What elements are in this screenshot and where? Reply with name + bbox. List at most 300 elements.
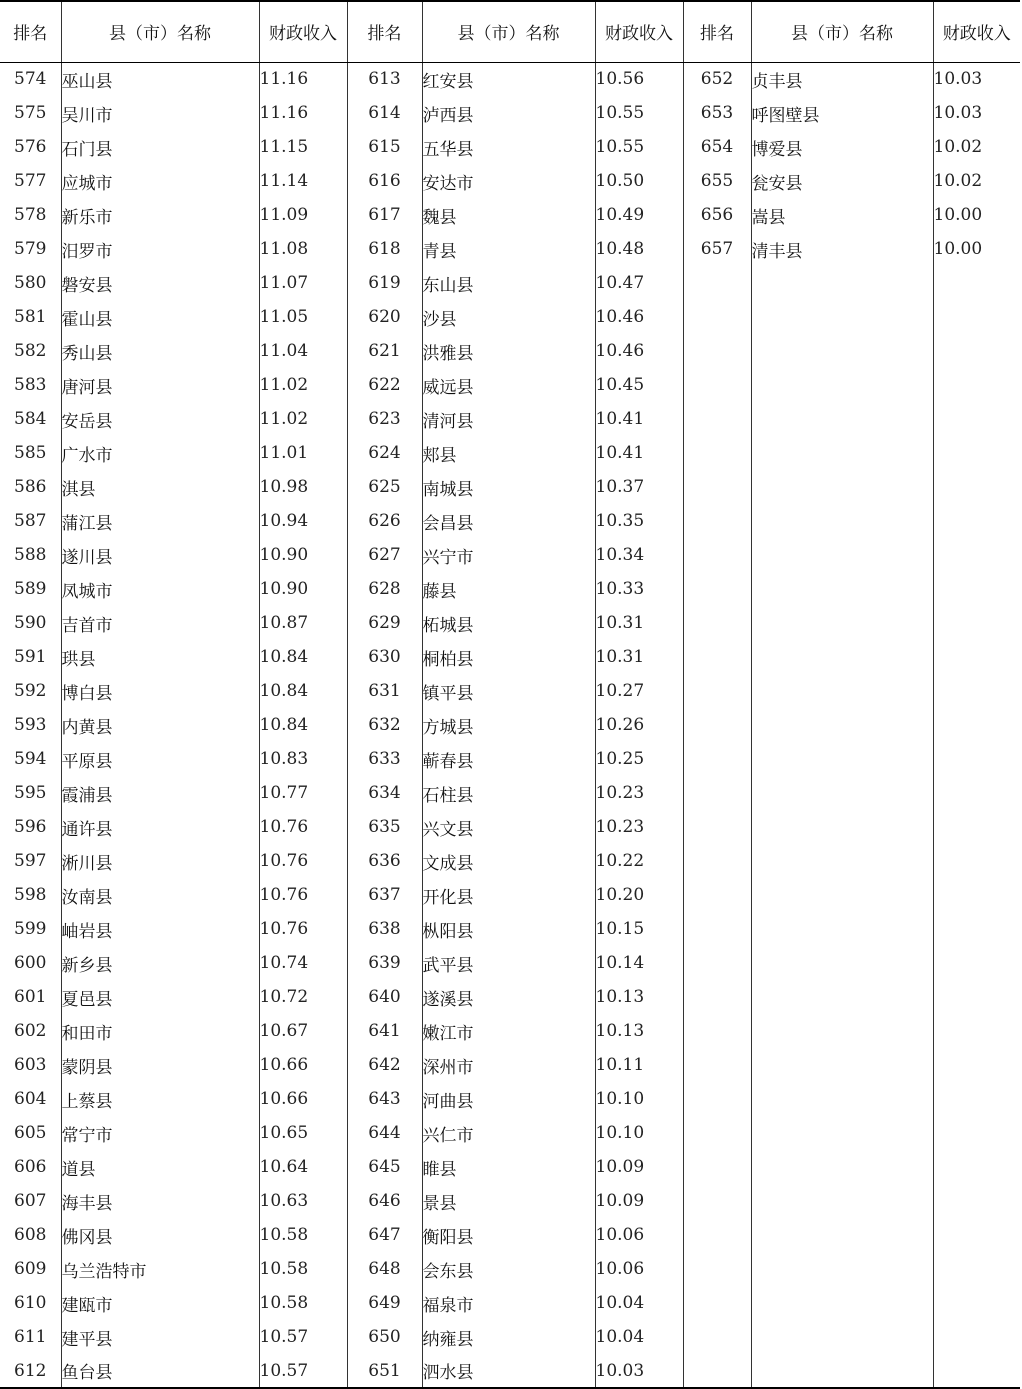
revenue-cell: 10.55 xyxy=(595,96,683,130)
revenue-cell: 10.90 xyxy=(259,572,347,606)
rank-cell: 630 xyxy=(347,640,422,674)
rank-cell: 652 xyxy=(683,62,751,96)
county-name-cell xyxy=(751,606,933,640)
county-name-cell: 安达市 xyxy=(422,164,595,198)
revenue-cell: 10.09 xyxy=(595,1184,683,1218)
county-name-cell xyxy=(751,674,933,708)
table-row xyxy=(0,1048,1020,1082)
county-name-cell: 蒙阴县 xyxy=(61,1048,259,1082)
revenue-cell xyxy=(933,844,1020,878)
rank-cell: 615 xyxy=(347,130,422,164)
revenue-cell xyxy=(933,334,1020,368)
county-name-cell: 呼图壁县 xyxy=(751,96,933,130)
rank-cell: 628 xyxy=(347,572,422,606)
revenue-cell xyxy=(933,810,1020,844)
revenue-cell: 10.45 xyxy=(595,368,683,402)
county-name-cell xyxy=(751,1014,933,1048)
header-name-2: 县（市）名称 xyxy=(422,1,595,62)
county-name-cell: 博爱县 xyxy=(751,130,933,164)
rank-cell: 579 xyxy=(14,239,47,259)
revenue-cell: 10.56 xyxy=(595,62,683,96)
rank-cell: 601 xyxy=(14,987,47,1007)
revenue-cell: 10.76 xyxy=(259,844,347,878)
rank-cell: 576 xyxy=(14,137,47,157)
table-row xyxy=(0,878,1020,912)
county-name-cell: 泸西县 xyxy=(422,96,595,130)
rank-cell: 603 xyxy=(14,1055,47,1075)
revenue-cell xyxy=(933,776,1020,810)
revenue-cell xyxy=(933,402,1020,436)
revenue-cell xyxy=(933,504,1020,538)
county-name-cell: 清丰县 xyxy=(751,232,933,266)
table-row xyxy=(0,232,1020,266)
rank-cell: 650 xyxy=(347,1320,422,1354)
county-name-cell: 遂溪县 xyxy=(422,980,595,1014)
revenue-cell xyxy=(933,368,1020,402)
county-name-cell: 河曲县 xyxy=(422,1082,595,1116)
rank-cell xyxy=(683,334,751,368)
rank-cell: 590 xyxy=(14,613,47,633)
county-name-cell: 夏邑县 xyxy=(61,980,259,1014)
county-name-cell xyxy=(751,300,933,334)
rank-cell: 599 xyxy=(14,919,47,939)
rank-cell: 644 xyxy=(347,1116,422,1150)
revenue-cell: 10.76 xyxy=(259,878,347,912)
county-name-cell: 汨罗市 xyxy=(61,232,259,266)
rank-cell: 623 xyxy=(347,402,422,436)
rank-cell: 651 xyxy=(347,1354,422,1388)
county-name-cell xyxy=(751,878,933,912)
county-name-cell: 郏县 xyxy=(422,436,595,470)
county-name-cell: 安岳县 xyxy=(61,402,259,436)
county-name-cell xyxy=(751,1252,933,1286)
rank-cell: 613 xyxy=(347,62,422,96)
revenue-cell: 10.06 xyxy=(595,1252,683,1286)
rank-cell: 619 xyxy=(347,266,422,300)
table-row xyxy=(0,436,1020,470)
table-row xyxy=(0,946,1020,980)
revenue-cell xyxy=(933,1354,1020,1388)
header-rank-3: 排名 xyxy=(683,1,751,62)
revenue-cell: 10.63 xyxy=(259,1184,347,1218)
header-revenue-3: 财政收入 xyxy=(933,1,1020,62)
revenue-cell xyxy=(933,538,1020,572)
rank-cell xyxy=(683,980,751,1014)
rank-cell xyxy=(683,810,751,844)
county-name-cell: 嵩县 xyxy=(751,198,933,232)
rank-cell: 612 xyxy=(0,1354,61,1388)
county-name-cell xyxy=(751,368,933,402)
revenue-cell: 10.27 xyxy=(595,674,683,708)
county-name-cell: 新乡县 xyxy=(61,946,259,980)
county-name-cell: 藤县 xyxy=(422,572,595,606)
revenue-cell: 10.76 xyxy=(259,912,347,946)
rank-cell: 626 xyxy=(347,504,422,538)
revenue-cell xyxy=(933,708,1020,742)
county-name-cell: 建平县 xyxy=(61,1320,259,1354)
county-name-cell: 蒲江县 xyxy=(61,504,259,538)
revenue-cell: 10.00 xyxy=(933,232,1020,266)
rank-cell: 582 xyxy=(14,341,47,361)
rank-cell: 614 xyxy=(347,96,422,130)
county-name-cell: 贞丰县 xyxy=(751,62,933,96)
county-name-cell: 淇县 xyxy=(61,470,259,504)
county-name-cell: 嫩江市 xyxy=(422,1014,595,1048)
county-name-cell: 佛冈县 xyxy=(61,1218,259,1252)
rank-cell: 632 xyxy=(347,708,422,742)
county-name-cell: 海丰县 xyxy=(61,1184,259,1218)
table-row xyxy=(0,742,1020,776)
revenue-cell: 11.07 xyxy=(259,266,347,300)
rank-cell xyxy=(683,1218,751,1252)
revenue-cell: 10.09 xyxy=(595,1150,683,1184)
county-name-cell xyxy=(751,742,933,776)
county-name-cell: 魏县 xyxy=(422,198,595,232)
rank-cell: 609 xyxy=(14,1259,47,1279)
county-name-cell xyxy=(751,810,933,844)
revenue-cell: 10.98 xyxy=(259,470,347,504)
revenue-cell: 10.31 xyxy=(595,606,683,640)
rank-cell: 648 xyxy=(347,1252,422,1286)
rank-cell: 624 xyxy=(347,436,422,470)
county-name-cell: 兴文县 xyxy=(422,810,595,844)
rank-cell: 618 xyxy=(347,232,422,266)
revenue-cell xyxy=(933,606,1020,640)
county-name-cell: 唐河县 xyxy=(61,368,259,402)
rank-cell xyxy=(683,1150,751,1184)
revenue-cell: 10.10 xyxy=(595,1116,683,1150)
county-name-cell: 深州市 xyxy=(422,1048,595,1082)
table-row xyxy=(0,708,1020,742)
rank-cell: 610 xyxy=(14,1293,47,1313)
rank-cell xyxy=(683,1116,751,1150)
revenue-cell: 10.03 xyxy=(933,62,1020,96)
rank-cell: 643 xyxy=(347,1082,422,1116)
revenue-cell: 11.02 xyxy=(259,368,347,402)
rank-cell: 584 xyxy=(14,409,47,429)
county-name-cell: 常宁市 xyxy=(61,1116,259,1150)
county-name-cell: 霞浦县 xyxy=(61,776,259,810)
county-name-cell xyxy=(751,708,933,742)
rank-cell: 605 xyxy=(14,1123,47,1143)
county-name-cell: 霍山县 xyxy=(61,300,259,334)
revenue-cell: 10.31 xyxy=(595,640,683,674)
revenue-cell xyxy=(933,742,1020,776)
header-row xyxy=(0,1,1020,62)
revenue-cell: 10.49 xyxy=(595,198,683,232)
rank-cell: 635 xyxy=(347,810,422,844)
revenue-cell: 11.01 xyxy=(259,436,347,470)
revenue-cell: 10.48 xyxy=(595,232,683,266)
rank-cell: 646 xyxy=(347,1184,422,1218)
table-row xyxy=(0,1320,1020,1354)
county-name-cell: 磐安县 xyxy=(61,266,259,300)
table-row xyxy=(0,1354,1020,1388)
rank-cell: 617 xyxy=(347,198,422,232)
revenue-cell: 10.55 xyxy=(595,130,683,164)
revenue-cell xyxy=(933,674,1020,708)
county-name-cell: 平原县 xyxy=(61,742,259,776)
table-row xyxy=(0,130,1020,164)
revenue-cell: 10.06 xyxy=(595,1218,683,1252)
county-name-cell: 建瓯市 xyxy=(61,1286,259,1320)
county-name-cell: 柘城县 xyxy=(422,606,595,640)
county-name-cell xyxy=(751,1218,933,1252)
county-name-cell: 福泉市 xyxy=(422,1286,595,1320)
county-name-cell xyxy=(751,1048,933,1082)
rank-cell xyxy=(683,1014,751,1048)
revenue-cell: 10.04 xyxy=(595,1286,683,1320)
county-name-cell: 石门县 xyxy=(61,130,259,164)
revenue-cell: 10.46 xyxy=(595,334,683,368)
revenue-cell: 10.13 xyxy=(595,1014,683,1048)
revenue-cell xyxy=(933,1252,1020,1286)
rank-cell: 574 xyxy=(14,69,47,90)
table-row xyxy=(0,912,1020,946)
revenue-cell: 10.10 xyxy=(595,1082,683,1116)
revenue-cell xyxy=(933,1320,1020,1354)
rank-cell: 607 xyxy=(14,1191,47,1211)
table-body xyxy=(0,62,1020,1388)
county-name-cell: 新乐市 xyxy=(61,198,259,232)
county-name-cell xyxy=(751,946,933,980)
table-row xyxy=(0,96,1020,130)
rank-cell xyxy=(683,1354,751,1388)
rank-cell: 588 xyxy=(14,545,47,565)
county-name-cell: 泗水县 xyxy=(422,1354,595,1388)
revenue-cell xyxy=(933,878,1020,912)
revenue-cell: 10.72 xyxy=(259,980,347,1014)
rank-cell: 629 xyxy=(347,606,422,640)
rank-cell xyxy=(683,878,751,912)
revenue-cell: 10.64 xyxy=(259,1150,347,1184)
header-name-3: 县（市）名称 xyxy=(751,1,933,62)
rank-cell: 631 xyxy=(347,674,422,708)
revenue-cell xyxy=(933,1218,1020,1252)
rank-cell: 606 xyxy=(14,1157,47,1177)
rank-cell xyxy=(683,1184,751,1218)
table-row xyxy=(0,1116,1020,1150)
county-name-cell: 枞阳县 xyxy=(422,912,595,946)
revenue-cell xyxy=(933,1116,1020,1150)
revenue-cell: 10.04 xyxy=(595,1320,683,1354)
revenue-cell: 10.14 xyxy=(595,946,683,980)
revenue-cell: 10.58 xyxy=(259,1252,347,1286)
rank-cell: 634 xyxy=(347,776,422,810)
rank-cell xyxy=(683,640,751,674)
rank-cell: 591 xyxy=(14,647,47,667)
revenue-cell xyxy=(933,640,1020,674)
revenue-cell: 10.50 xyxy=(595,164,683,198)
county-name-cell: 乌兰浩特市 xyxy=(61,1252,259,1286)
county-name-cell: 衡阳县 xyxy=(422,1218,595,1252)
revenue-cell: 10.26 xyxy=(595,708,683,742)
revenue-cell: 10.74 xyxy=(259,946,347,980)
county-name-cell: 会东县 xyxy=(422,1252,595,1286)
revenue-cell: 10.23 xyxy=(595,776,683,810)
revenue-cell: 11.04 xyxy=(259,334,347,368)
revenue-cell: 10.11 xyxy=(595,1048,683,1082)
revenue-cell: 10.84 xyxy=(259,674,347,708)
county-name-cell: 镇平县 xyxy=(422,674,595,708)
table-row xyxy=(0,844,1020,878)
rank-cell xyxy=(683,538,751,572)
table-row xyxy=(0,1286,1020,1320)
revenue-cell: 10.84 xyxy=(259,640,347,674)
county-name-cell xyxy=(751,1116,933,1150)
county-name-cell: 威远县 xyxy=(422,368,595,402)
revenue-cell: 10.35 xyxy=(595,504,683,538)
rank-cell: 640 xyxy=(347,980,422,1014)
revenue-cell: 10.22 xyxy=(595,844,683,878)
rank-cell: 625 xyxy=(347,470,422,504)
county-name-cell: 博白县 xyxy=(61,674,259,708)
revenue-cell: 10.66 xyxy=(259,1048,347,1082)
county-name-cell: 蕲春县 xyxy=(422,742,595,776)
county-name-cell xyxy=(751,470,933,504)
rank-cell: 655 xyxy=(683,164,751,198)
revenue-cell: 10.34 xyxy=(595,538,683,572)
county-name-cell xyxy=(751,1150,933,1184)
rank-cell xyxy=(683,946,751,980)
county-name-cell xyxy=(751,912,933,946)
county-name-cell: 睢县 xyxy=(422,1150,595,1184)
revenue-cell: 11.14 xyxy=(259,164,347,198)
table-row xyxy=(0,980,1020,1014)
rank-cell xyxy=(683,1286,751,1320)
rank-cell: 621 xyxy=(347,334,422,368)
revenue-cell xyxy=(933,572,1020,606)
county-name-cell: 纳雍县 xyxy=(422,1320,595,1354)
revenue-cell xyxy=(933,1286,1020,1320)
county-name-cell xyxy=(751,436,933,470)
county-name-cell xyxy=(751,1320,933,1354)
revenue-cell: 10.00 xyxy=(933,198,1020,232)
county-name-cell: 道县 xyxy=(61,1150,259,1184)
county-name-cell xyxy=(751,980,933,1014)
county-name-cell: 东山县 xyxy=(422,266,595,300)
county-name-cell: 五华县 xyxy=(422,130,595,164)
county-name-cell: 桐柏县 xyxy=(422,640,595,674)
county-name-cell: 遂川县 xyxy=(61,538,259,572)
county-name-cell xyxy=(751,1286,933,1320)
county-name-cell xyxy=(751,776,933,810)
revenue-cell xyxy=(933,266,1020,300)
rank-cell: 645 xyxy=(347,1150,422,1184)
rank-cell xyxy=(683,912,751,946)
table-row xyxy=(0,810,1020,844)
revenue-cell: 10.23 xyxy=(595,810,683,844)
revenue-cell xyxy=(933,470,1020,504)
table-row xyxy=(0,572,1020,606)
county-name-cell: 凤城市 xyxy=(61,572,259,606)
rank-cell: 592 xyxy=(14,681,47,701)
revenue-cell xyxy=(933,300,1020,334)
header-rank-2: 排名 xyxy=(347,1,422,62)
revenue-cell: 10.94 xyxy=(259,504,347,538)
rank-cell: 620 xyxy=(347,300,422,334)
revenue-cell: 11.09 xyxy=(259,198,347,232)
rank-cell: 653 xyxy=(683,96,751,130)
county-name-cell: 鱼台县 xyxy=(61,1354,259,1388)
revenue-cell: 10.77 xyxy=(259,776,347,810)
county-name-cell xyxy=(751,334,933,368)
table-row xyxy=(0,504,1020,538)
revenue-cell: 11.15 xyxy=(259,130,347,164)
county-name-cell: 石柱县 xyxy=(422,776,595,810)
county-name-cell: 通许县 xyxy=(61,810,259,844)
county-name-cell xyxy=(751,402,933,436)
revenue-cell: 11.16 xyxy=(259,96,347,130)
rank-cell xyxy=(683,402,751,436)
county-name-cell: 兴仁市 xyxy=(422,1116,595,1150)
county-name-cell: 上蔡县 xyxy=(61,1082,259,1116)
table-row xyxy=(0,1218,1020,1252)
table-header xyxy=(0,1,1020,62)
county-name-cell xyxy=(751,1354,933,1388)
revenue-cell: 10.57 xyxy=(259,1320,347,1354)
rank-cell: 654 xyxy=(683,130,751,164)
revenue-cell: 10.15 xyxy=(595,912,683,946)
rank-cell xyxy=(683,504,751,538)
rank-cell: 611 xyxy=(14,1327,47,1347)
header-revenue-1: 财政收入 xyxy=(259,1,347,62)
table-row xyxy=(0,606,1020,640)
county-name-cell: 和田市 xyxy=(61,1014,259,1048)
county-name-cell: 会昌县 xyxy=(422,504,595,538)
rank-cell xyxy=(683,674,751,708)
county-name-cell: 内黄县 xyxy=(61,708,259,742)
rank-cell: 578 xyxy=(14,205,47,225)
county-name-cell: 开化县 xyxy=(422,878,595,912)
rank-cell: 586 xyxy=(14,477,47,497)
table-row xyxy=(0,776,1020,810)
revenue-cell xyxy=(933,1048,1020,1082)
rank-cell: 627 xyxy=(347,538,422,572)
rank-cell xyxy=(683,572,751,606)
revenue-cell: 10.87 xyxy=(259,606,347,640)
rank-cell: 647 xyxy=(347,1218,422,1252)
rank-cell: 589 xyxy=(14,579,47,599)
county-name-cell xyxy=(751,538,933,572)
revenue-cell xyxy=(933,980,1020,1014)
revenue-cell: 11.08 xyxy=(259,232,347,266)
county-name-cell: 武平县 xyxy=(422,946,595,980)
revenue-cell: 10.37 xyxy=(595,470,683,504)
revenue-cell xyxy=(933,912,1020,946)
revenue-cell xyxy=(933,1082,1020,1116)
rank-cell: 596 xyxy=(14,817,47,837)
revenue-cell: 10.33 xyxy=(595,572,683,606)
county-name-cell: 景县 xyxy=(422,1184,595,1218)
header-name-1: 县（市）名称 xyxy=(61,1,259,62)
county-name-cell: 应城市 xyxy=(61,164,259,198)
revenue-cell xyxy=(933,436,1020,470)
rank-cell xyxy=(683,266,751,300)
county-name-cell: 兴宁市 xyxy=(422,538,595,572)
revenue-cell: 10.20 xyxy=(595,878,683,912)
rank-cell: 587 xyxy=(14,511,47,531)
table-row xyxy=(0,1014,1020,1048)
rank-cell xyxy=(683,844,751,878)
table-row xyxy=(0,640,1020,674)
table-row xyxy=(0,402,1020,436)
table-row xyxy=(0,62,1020,96)
county-name-cell: 岫岩县 xyxy=(61,912,259,946)
revenue-cell: 10.76 xyxy=(259,810,347,844)
revenue-cell: 10.58 xyxy=(259,1286,347,1320)
county-name-cell xyxy=(751,844,933,878)
